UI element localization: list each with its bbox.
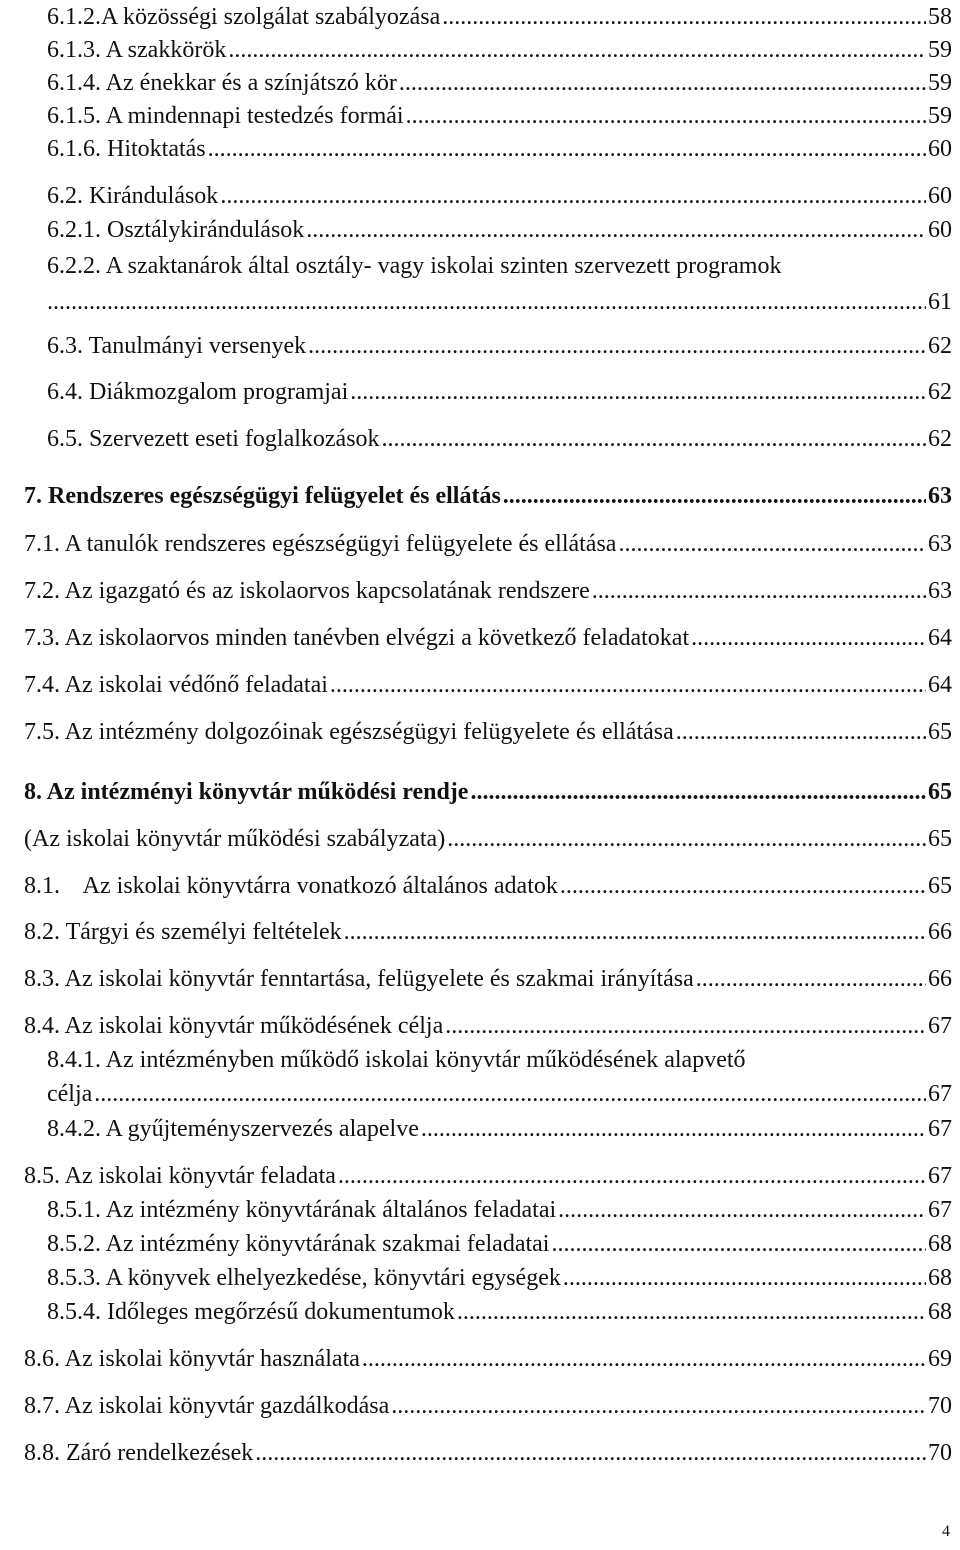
dot-leader [228,36,926,64]
toc-entry-title: 8.5.1. Az intézmény könyvtárának általános feladatai [47,1197,557,1223]
toc-entry-title: 8.5.4. Időleges megőrzésű dokumentumok [47,1299,455,1325]
toc-entry[interactable] [47,1230,952,1258]
toc-entry-title: 6.2.2. A szaktanárok által osztály- vagy iskolai szinten szervezett programok [47,253,782,279]
toc-entry-title: 7.4. Az iskolai védőnő feladatai [24,672,328,698]
dot-leader [406,102,926,130]
toc-page-number: 65 [928,873,952,899]
dot-leader [308,332,926,360]
dot-leader [563,1264,926,1292]
toc-entry[interactable] [24,624,952,652]
dot-leader [255,1439,926,1467]
toc-page-number: 60 [928,183,952,209]
toc-entry-title: 8.2. Tárgyi és személyi feltételek [24,919,342,945]
toc-entry-title: 6.1.6. Hitoktatás [47,136,206,162]
toc-page-number: 67 [928,1197,952,1223]
dot-leader [391,1392,926,1420]
dot-leader [691,624,926,652]
dot-leader [558,1196,926,1224]
toc-entry-title: 8.4. Az iskolai könyvtár működésének célja [24,1013,444,1039]
toc-entry[interactable] [24,918,952,946]
toc-entry[interactable] [47,69,952,97]
dot-leader [421,1115,926,1143]
toc-entry-title: 6.3. Tanulmányi versenyek [47,333,307,359]
toc-entry[interactable] [24,671,952,699]
toc-page-number: 65 [928,826,952,852]
toc-entry-title: 8.1. Az iskolai könyvtárra vonatkozó általános adatok [24,873,558,899]
toc-entry[interactable] [47,36,952,64]
toc-entry[interactable] [47,1264,952,1292]
toc-page-number: 58 [928,4,952,30]
toc-entry[interactable] [47,378,952,406]
toc-page-number: 68 [928,1299,952,1325]
toc-entry-continuation: célja [47,1081,93,1107]
toc-entry[interactable] [47,216,952,244]
dot-leader [551,1230,926,1258]
toc-entry[interactable] [47,425,952,453]
toc-page-number: 67 [928,1081,952,1107]
toc-entry-title: 8.5.3. A könyvek elhelyezkedése, könyvtári egységek [47,1265,561,1291]
toc-entry[interactable] [24,872,952,900]
toc-page-number: 67 [928,1116,952,1142]
toc-page-number: 63 [928,483,952,509]
toc-page-number: 66 [928,966,952,992]
toc-entry-title: 6.2.1. Osztálykirándulások [47,217,305,243]
dot-leader [338,1162,926,1190]
toc-entry-title: 8.7. Az iskolai könyvtár gazdálkodása [24,1393,390,1419]
toc-page-number: 68 [928,1231,952,1257]
toc-entry[interactable] [24,482,952,510]
toc-entry-title: (Az iskolai könyvtár működési szabályzata) [24,826,446,852]
dot-leader [47,288,926,316]
toc-page-number: 63 [928,578,952,604]
toc-entry[interactable] [47,1196,952,1224]
toc-page-number: 62 [928,426,952,452]
toc-entry[interactable] [47,332,952,360]
dot-leader [676,718,926,746]
dot-leader [470,778,926,806]
toc-entry-title: 8. Az intézményi könyvtár működési rendje [24,779,469,805]
toc-entry[interactable] [24,965,952,993]
toc-entry-title: 8.6. Az iskolai könyvtár használata [24,1346,360,1372]
toc-entry-title: 7.1. A tanulók rendszeres egészségügyi felügyelete és ellátása [24,531,617,557]
dot-leader [445,1012,926,1040]
toc-page-number: 62 [928,333,952,359]
toc-page-number: 64 [928,672,952,698]
toc-entry-title: 7.5. Az intézmény dolgozóinak egészségügyi felügyelete és ellátása [24,719,674,745]
dot-leader [592,577,926,605]
toc-entry-title: 6.1.5. A mindennapi testedzés formái [47,103,404,129]
toc-entry-title: 8.5.2. Az intézmény könyvtárának szakmai feladatai [47,1231,550,1257]
dot-leader [382,425,926,453]
toc-entry[interactable] [47,1115,952,1143]
toc-entry-title: 6.5. Szervezett eseti foglalkozások [47,426,380,452]
toc-entry[interactable] [24,1345,952,1373]
toc-entry[interactable] [47,135,952,163]
toc-entry[interactable] [24,577,952,605]
toc-entry[interactable] [24,1162,952,1190]
toc-page-number: 64 [928,625,952,651]
toc-page-number: 60 [928,136,952,162]
toc-entry[interactable] [47,288,952,316]
dot-leader [560,872,926,900]
toc-entry[interactable] [47,182,952,210]
dot-leader [618,530,926,558]
dot-leader [447,825,926,853]
toc-entry[interactable] [47,1080,952,1108]
dot-leader [330,671,926,699]
dot-leader [457,1298,926,1326]
dot-leader [399,69,926,97]
toc-entry[interactable] [24,530,952,558]
dot-leader [442,3,926,31]
dot-leader [208,135,926,163]
toc-entry-title: 6.1.4. Az énekkar és a színjátszó kör [47,70,397,96]
toc-page-number: 70 [928,1440,952,1466]
toc-entry[interactable] [47,102,952,130]
dot-leader [503,482,926,510]
toc-entry[interactable] [24,1392,952,1420]
toc-entry-title: 7. Rendszeres egészségügyi felügyelet és ellátás [24,483,501,509]
toc-page-number: 62 [928,379,952,405]
toc-entry[interactable] [24,1439,952,1467]
toc-page-number: 59 [928,70,952,96]
toc-entry-title: 8.4.1. Az intézményben működő iskolai könyvtár működésének alapvető [47,1047,746,1073]
toc-entry-title: 6.4. Diákmozgalom programjai [47,379,349,405]
toc-entry-title: 6.1.2.A közösségi szolgálat szabályozása [47,4,441,30]
toc-page-number: 59 [928,37,952,63]
toc-entry-title: 6.1.3. A szakkörök [47,37,227,63]
toc-page-number: 65 [928,779,952,805]
toc-entry-title: 7.2. Az igazgató és az iskolaorvos kapcsolatának rendszere [24,578,590,604]
dot-leader [696,965,926,993]
toc-entry[interactable] [24,1012,952,1040]
dot-leader [306,216,926,244]
toc-page-number: 59 [928,103,952,129]
toc-page-number: 65 [928,719,952,745]
toc-page-number: 63 [928,531,952,557]
page-number: 4 [942,1523,950,1540]
toc-entry[interactable] [47,1298,952,1326]
toc-entry[interactable] [24,825,952,853]
toc-page-number: 68 [928,1265,952,1291]
toc-page-number: 67 [928,1163,952,1189]
dot-leader [344,918,926,946]
toc-entry-title: 7.3. Az iskolaorvos minden tanévben elvégzi a következő feladatokat [24,625,690,651]
toc-page-number: 70 [928,1393,952,1419]
toc-entry-title: 6.2. Kirándulások [47,183,219,209]
toc-entry[interactable] [24,718,952,746]
dot-leader [220,182,926,210]
toc-entry-title: 8.5. Az iskolai könyvtár feladata [24,1163,336,1189]
dot-leader [350,378,926,406]
toc-page-number: 69 [928,1346,952,1372]
toc-entry-title: 8.3. Az iskolai könyvtár fenntartása, felügyelete és szakmai irányítása [24,966,694,992]
dot-leader [362,1345,926,1373]
toc-page-number: 67 [928,1013,952,1039]
toc-entry-title: 8.8. Záró rendelkezések [24,1440,254,1466]
toc-entry[interactable] [47,3,952,31]
toc-entry[interactable] [24,778,952,806]
toc-entry-title: 8.4.2. A gyűjteményszervezés alapelve [47,1116,419,1142]
toc-page-number: 60 [928,217,952,243]
toc-page-number: 61 [928,289,952,315]
toc-page-number: 66 [928,919,952,945]
dot-leader [94,1080,926,1108]
